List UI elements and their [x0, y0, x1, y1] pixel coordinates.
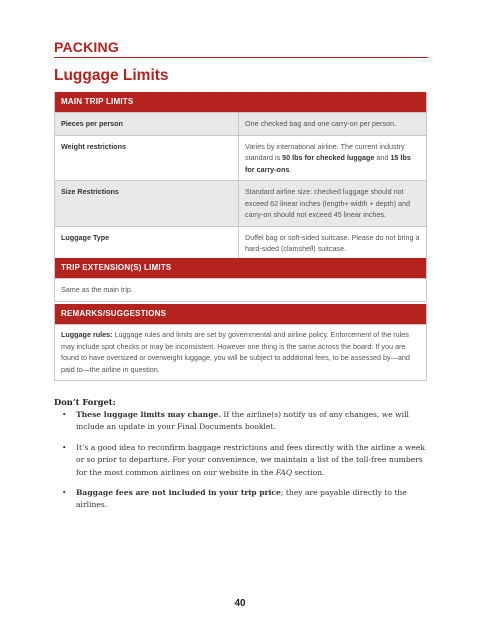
text-run: Duffel bag or soft-sided suitcase. Please do not bring a hard-sided (clamshell) suitcase. [245, 232, 420, 253]
text-run: If the airline(s) notify us of any changes, we will include an update in your Final Documents booklet. [76, 410, 409, 432]
text-run: . [289, 164, 292, 174]
text-run: ; they are payable directly to the airlines. [76, 488, 407, 510]
section-rule [54, 57, 428, 58]
list-item [62, 409, 432, 434]
row-value [239, 227, 426, 260]
list-item [62, 442, 432, 479]
dont-forget-heading: Don’t Forget: [54, 397, 116, 407]
remarks-text [55, 324, 426, 380]
trip-extension-header: TRIP EXTENSION(S) LIMITS [55, 258, 426, 278]
text-run: section. [292, 467, 325, 477]
main-trip-rows [55, 112, 426, 260]
bold-text: Baggage fees are not included in your trip price [76, 488, 281, 498]
row-value [239, 136, 426, 181]
table-row [55, 112, 426, 135]
bold-text: 50 lbs for checked luggage [282, 153, 375, 162]
remarks-table [54, 304, 427, 381]
bullet-icon: • [62, 488, 67, 498]
main-trip-limits-header: MAIN TRIP LIMITS [55, 92, 426, 112]
italic-text: FAQ [275, 467, 293, 477]
remarks-header: REMARKS/SUGGESTIONS [55, 304, 426, 324]
row-label: Pieces per person [55, 113, 239, 135]
text-run: Varies by international airline. The current industry standard is [245, 141, 405, 162]
remarks-body: Luggage rules and limits are set by governmental and airline policy. Enforcement of the rules may include spot checks or may be inconsistent. However one thing is the same across the board: If you are found to have oversized or overweight luggage, you will be subject to additional fees, to be assessed by—and paid to—the airline in question. [61, 330, 410, 374]
remarks-bold-lead: Luggage rules: [61, 330, 113, 339]
trip-extension-text: Same as the main trip. [55, 278, 426, 301]
table-row [55, 226, 426, 260]
list-item [62, 487, 432, 512]
row-label: Luggage Type [55, 227, 239, 260]
table-row [55, 180, 426, 226]
page-number: 40 [234, 598, 246, 609]
bold-text: 15 lbs for carry-ons [245, 153, 411, 174]
trip-extension-limits-table [54, 258, 427, 302]
text-run: Standard airline size: checked luggage should not exceed 62 linear inches (length+ width + depth) and carry-on should not exceed 45 linear inches. [245, 187, 411, 219]
row-value [239, 113, 426, 135]
bullet-icon: • [62, 442, 67, 452]
text-run: and [374, 153, 391, 162]
table-row [55, 135, 426, 181]
bold-text: These luggage limits may change. [76, 410, 221, 419]
page-heading: Luggage Limits [54, 67, 169, 84]
row-label: Weight restrictions [55, 136, 239, 181]
row-value [239, 181, 426, 226]
text-run: It’s a good idea to reconfirm baggage restrictions and fees directly with the airline a week or so prior to departure. For your convenience, we maintain a list of the toll-free numbers for the most common airlines on our website in the [76, 442, 426, 477]
row-label: Size Restrictions [55, 181, 239, 226]
bullet-icon: • [62, 410, 67, 419]
dont-forget-list [62, 409, 432, 520]
section-title: PACKING [54, 39, 119, 55]
main-trip-limits-table [54, 92, 427, 261]
text-run: One checked bag and one carry-on per person. [245, 119, 397, 128]
